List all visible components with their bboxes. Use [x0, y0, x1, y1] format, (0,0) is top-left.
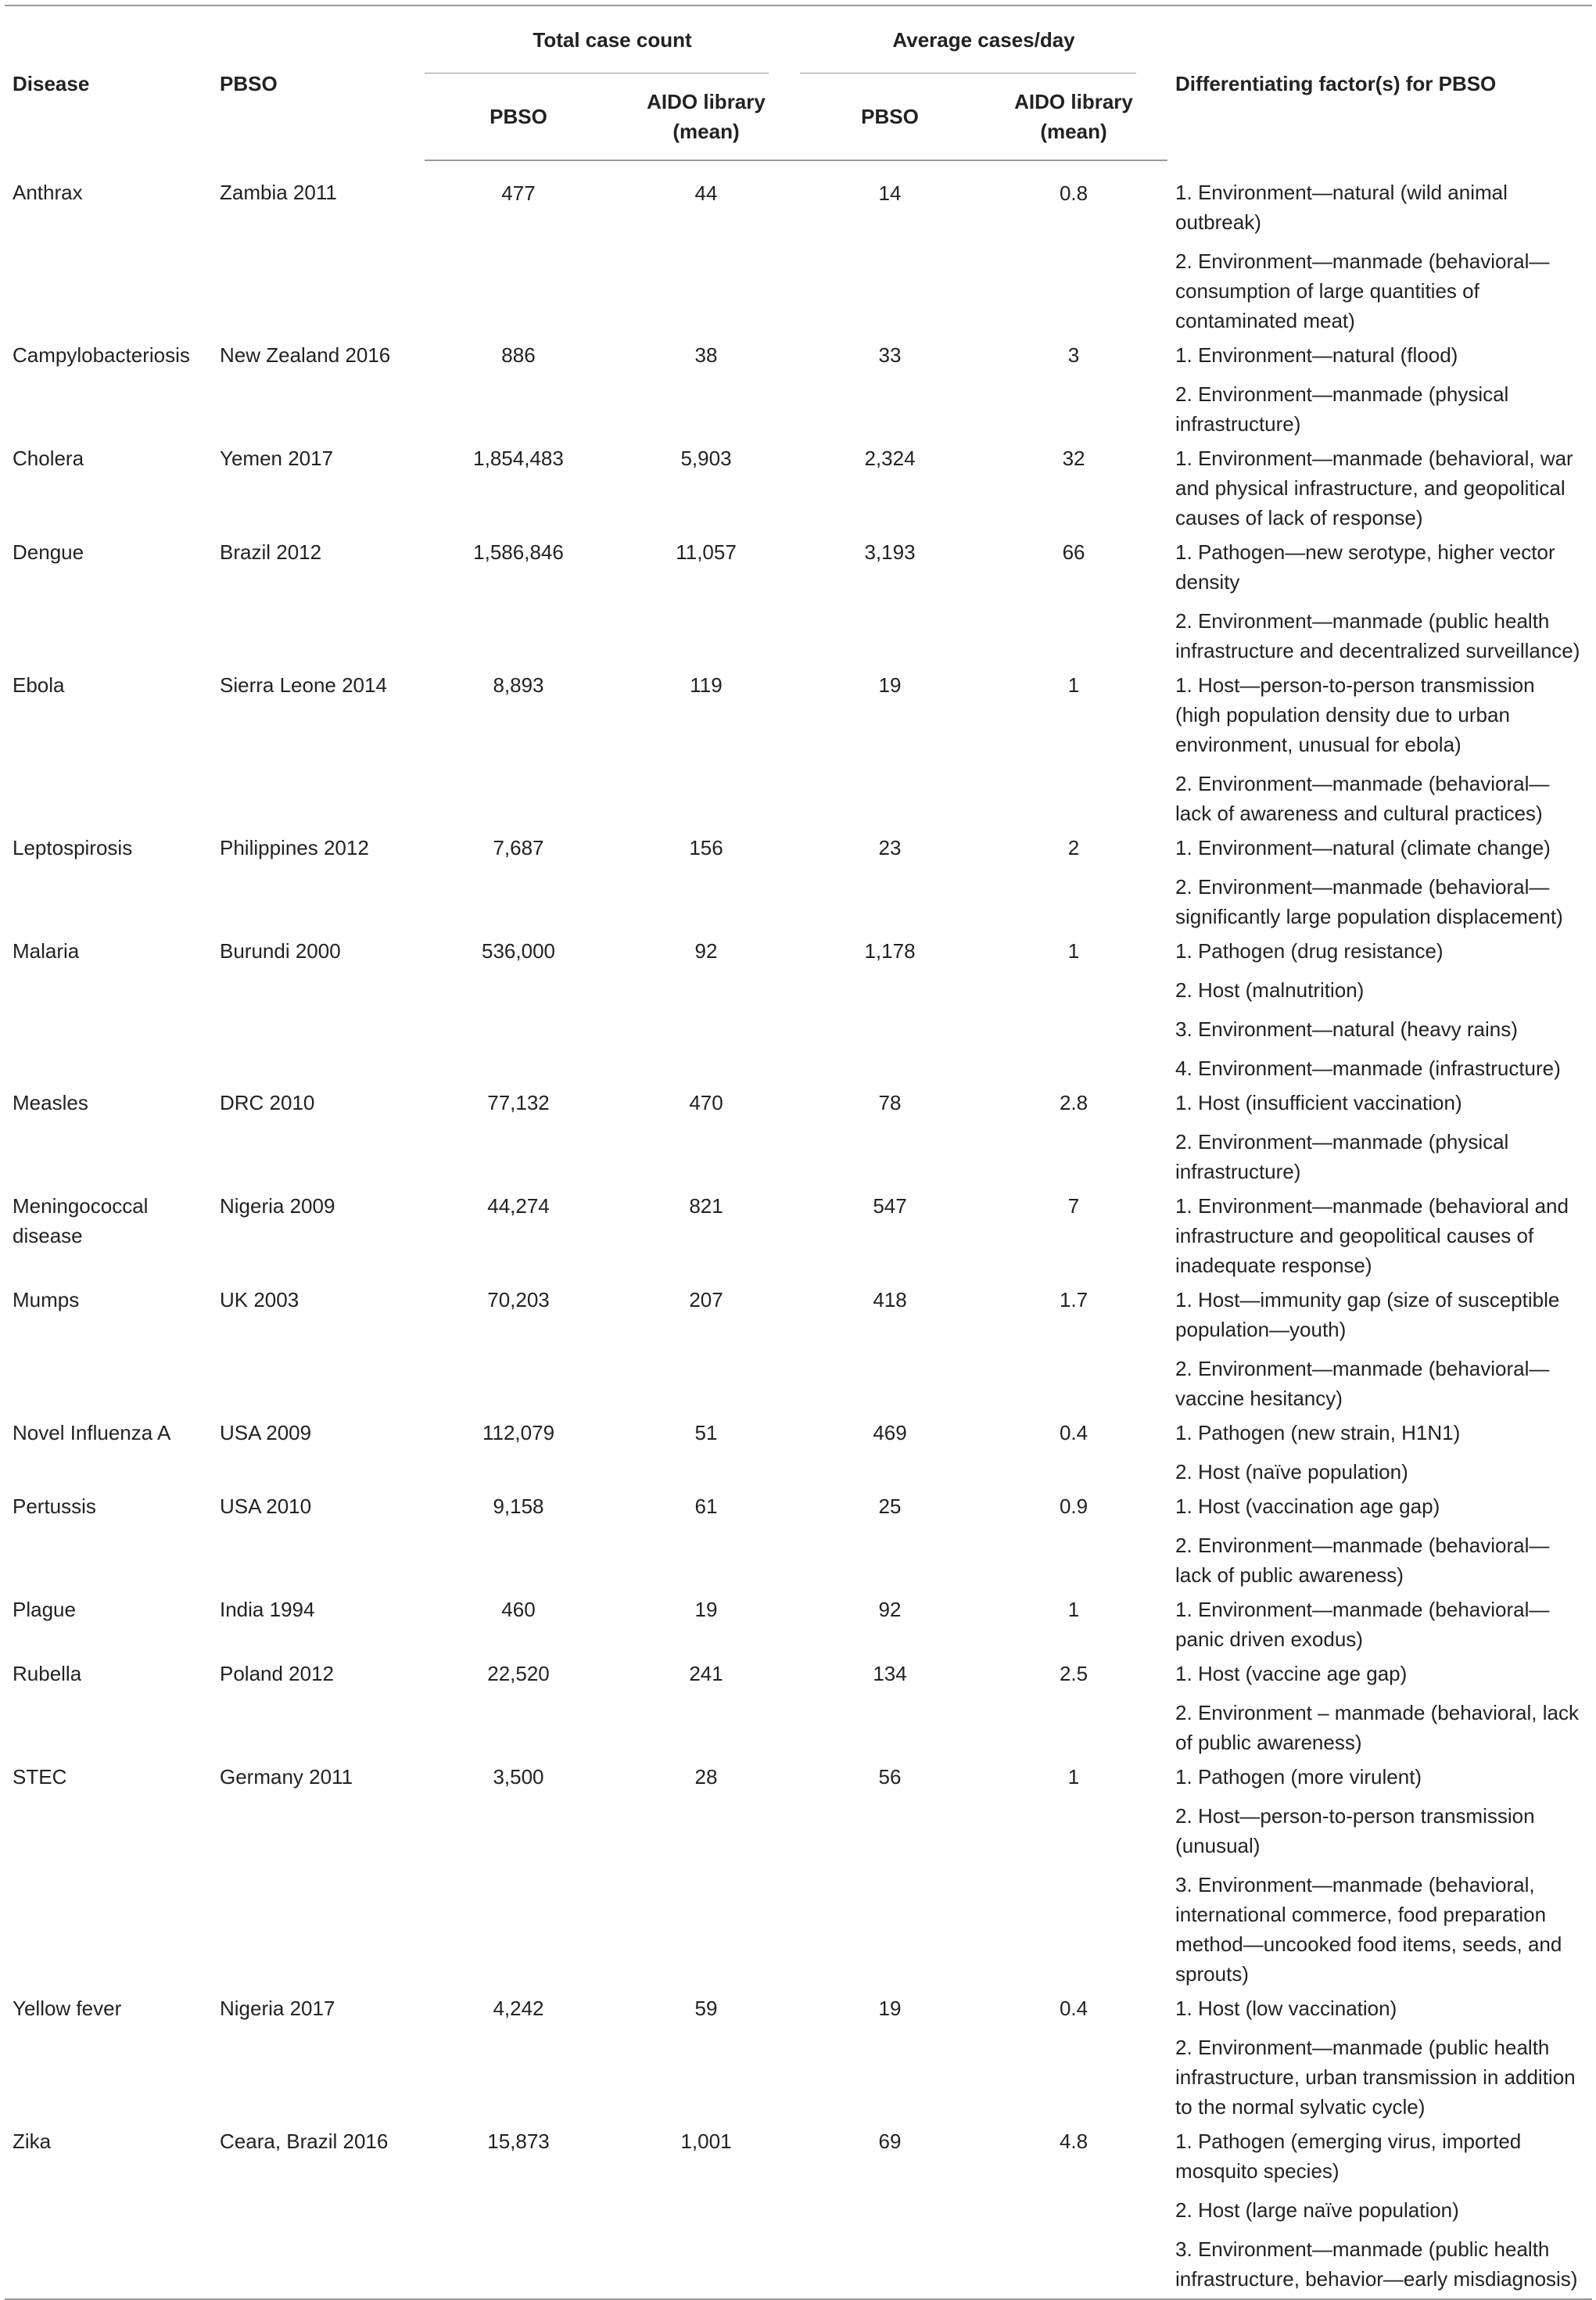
avg-pbso-cell: 33	[878, 343, 902, 367]
avg-aido-cell: 1	[1067, 939, 1080, 963]
header-differentiating-factors: Differentiating factor(s) for PBSO	[1175, 71, 1497, 95]
factor-item: 1. Host (low vaccination)	[1175, 1997, 1397, 2020]
avg-aido-cell: 32	[1062, 447, 1085, 470]
table-row	[5, 1491, 1592, 1595]
factor-item: 2. Environment—manmade (physical infrastructure)	[1175, 1130, 1509, 1183]
avg-pbso-cell: 1,178	[864, 939, 916, 963]
total-pbso-cell: 536,000	[482, 939, 555, 963]
factor-item: 1. Environment—natural (flood)	[1175, 343, 1458, 367]
total-aido-cell: 61	[694, 1494, 718, 1518]
total-aido-cell: 38	[694, 343, 718, 367]
avg-pbso-cell: 134	[873, 1662, 907, 1685]
total-aido-cell: 119	[690, 673, 723, 697]
factor-item: 1. Environment—manmade (behavioral, war and physical infrastructure, and geopolitical causes of lack of response)	[1175, 447, 1573, 529]
total-aido-cell: 207	[689, 1288, 723, 1311]
total-pbso-cell: 22,520	[487, 1662, 550, 1685]
disease-cell: Mumps	[13, 1288, 80, 1311]
factor-item: 1. Pathogen (more virulent)	[1175, 1765, 1422, 1789]
subheader-avg-aido: AIDO library (mean)	[980, 74, 1167, 160]
table-row	[5, 1993, 1592, 2126]
avg-aido-cell: 1	[1067, 673, 1080, 697]
avg-aido-cell: 4.8	[980, 2126, 1167, 2299]
factor-item: 2. Environment—manmade (behavioral—lack of public awareness)	[1175, 1534, 1550, 1587]
pbso-cell: Germany 2011	[220, 1765, 353, 1789]
pbso-cell: Sierra Leone 2014	[220, 673, 387, 697]
disease-cell: Pertussis	[13, 1494, 96, 1518]
factors-cell	[1167, 2126, 1592, 2299]
disease-cell: Rubella	[13, 1662, 82, 1685]
table-row	[5, 1659, 1592, 1762]
avg-aido-cell: 1.7	[1059, 1288, 1089, 1311]
disease-cell: Ebola	[13, 673, 65, 697]
factor-item: 1. Host (vaccination age gap)	[1175, 1494, 1440, 1518]
factor-item: 2. Environment—manmade (public health infrastructure, urban transmission in addition to the normal sylvatic cycle)	[1175, 2036, 1576, 2119]
total-aido-cell: 51	[694, 1421, 718, 1444]
table-row	[5, 833, 1592, 936]
factor-item: 2. Environment—manmade (behavioral—significantly large population displacement)	[1175, 875, 1563, 928]
total-pbso-cell: 7,687	[493, 836, 544, 859]
disease-cell: Dengue	[13, 540, 84, 564]
pbso-cell: India 1994	[220, 1598, 315, 1621]
factor-item: 2. Host (malnutrition)	[1175, 978, 1365, 1002]
factor-item: 3. Environment—manmade (public health infrastructure, behavior—early misdiagnosis)	[1175, 2237, 1578, 2291]
disease-cell: STEC	[13, 1765, 67, 1789]
avg-pbso-cell: 92	[878, 1598, 902, 1621]
factors-cell	[1167, 1088, 1592, 1191]
total-pbso-cell: 77,132	[487, 1091, 550, 1114]
table-body	[5, 160, 1592, 2299]
factor-item: 1. Pathogen (drug resistance)	[1175, 939, 1444, 963]
factor-item: 1. Host (vaccine age gap)	[1175, 1662, 1408, 1685]
header-disease: Disease	[13, 71, 90, 95]
disease-cell: Anthrax	[13, 181, 83, 204]
factor-item: 1. Host—immunity gap (size of susceptible population—youth)	[1175, 1288, 1560, 1341]
total-pbso-cell: 9,158	[493, 1494, 544, 1518]
disease-cell: Measles	[13, 1091, 88, 1114]
table-row	[5, 1285, 1592, 1418]
factors-cell	[1167, 537, 1592, 670]
avg-pbso-cell: 19	[878, 1997, 902, 2020]
total-pbso-cell: 477	[501, 181, 536, 205]
avg-aido-cell: 2	[1067, 836, 1080, 859]
pbso-cell: New Zealand 2016	[220, 343, 391, 367]
avg-pbso-cell: 547	[873, 1194, 907, 1218]
pbso-cell: Burundi 2000	[220, 939, 341, 963]
factor-item: 3. Environment—manmade (behavioral, international commerce, food preparation method—uncooked food items, seeds, and sprouts)	[1175, 1873, 1562, 1986]
table-row	[5, 340, 1592, 443]
factors-cell	[1167, 833, 1592, 936]
avg-aido-cell: 7	[1067, 1194, 1080, 1218]
avg-aido-cell: 0.4	[1059, 1421, 1089, 1444]
factor-item: 1. Host—person-to-person transmission (high population density due to urban environment, unusual for ebola)	[1175, 673, 1535, 756]
disease-cell: Zika	[5, 2126, 212, 2299]
factors-cell	[1167, 1191, 1592, 1285]
pbso-cell: Ceara, Brazil 2016	[212, 2126, 425, 2299]
total-aido-cell: 19	[694, 1598, 718, 1621]
avg-aido-cell: 0.9	[1059, 1494, 1089, 1518]
disease-cell: Meningococcal disease	[13, 1194, 149, 1247]
table-row	[5, 670, 1592, 833]
table-row	[5, 1191, 1592, 1285]
factor-item: 1. Pathogen (new strain, H1N1)	[1175, 1421, 1461, 1444]
avg-aido-cell: 0.8	[1059, 181, 1089, 205]
table-row	[5, 537, 1592, 670]
total-pbso-cell: 1,586,846	[473, 540, 564, 564]
avg-aido-cell: 1	[1067, 1598, 1080, 1621]
table-row	[5, 1088, 1592, 1191]
subheader-total-aido: AIDO library (mean)	[612, 74, 800, 160]
pbso-cell: Zambia 2011	[220, 181, 337, 204]
factors-cell	[1167, 1491, 1592, 1595]
avg-aido-cell: 3	[1067, 343, 1080, 367]
avg-aido-cell: 2.8	[1059, 1091, 1089, 1114]
total-pbso-cell: 112,079	[482, 1421, 555, 1444]
pbso-cell: Nigeria 2017	[220, 1997, 335, 2020]
factor-item: 2. Environment—manmade (behavioral—lack of awareness and cultural practices)	[1175, 772, 1550, 825]
total-aido-cell: 821	[689, 1194, 723, 1218]
pbso-cell: Yemen 2017	[220, 447, 334, 470]
total-pbso-cell: 4,242	[493, 1997, 544, 2020]
factor-item: 2. Host (large naïve population)	[1175, 2198, 1459, 2222]
total-aido-cell: 59	[694, 1997, 718, 2020]
pbso-cell: USA 2009	[220, 1421, 312, 1444]
avg-aido-cell: 0.4	[1059, 1997, 1089, 2020]
factor-item: 1. Host (insufficient vaccination)	[1175, 1091, 1462, 1114]
avg-pbso-cell: 2,324	[864, 447, 916, 470]
total-aido-cell: 1,001	[612, 2126, 800, 2299]
factors-cell	[1167, 670, 1592, 833]
factors-cell	[1167, 1418, 1592, 1491]
factors-cell	[1167, 340, 1592, 443]
total-aido-cell: 241	[689, 1662, 723, 1685]
total-aido-cell: 156	[689, 836, 723, 859]
factor-item: 1. Environment—natural (wild animal outbreak)	[1175, 181, 1508, 234]
factor-item: 2. Environment—manmade (behavioral—vaccine hesitancy)	[1175, 1357, 1550, 1410]
avg-aido-cell: 2.5	[1059, 1662, 1089, 1685]
total-pbso-cell: 44,274	[487, 1194, 550, 1218]
factor-item: 2. Environment—manmade (physical infrastructure)	[1175, 382, 1509, 436]
avg-pbso-cell: 418	[873, 1288, 907, 1311]
total-pbso-cell: 70,203	[487, 1288, 550, 1311]
total-pbso-cell: 886	[501, 343, 536, 367]
avg-pbso-cell: 14	[878, 181, 902, 205]
avg-pbso-cell: 25	[878, 1494, 902, 1518]
factor-item: 1. Environment—natural (climate change)	[1175, 836, 1551, 859]
table-row	[5, 1762, 1592, 1993]
avg-pbso-cell: 69	[800, 2126, 980, 2299]
factor-item: 2. Host (naïve population)	[1175, 1460, 1408, 1484]
table-row	[5, 1595, 1592, 1659]
table-row	[5, 2126, 1592, 2299]
total-aido-cell: 92	[694, 939, 718, 963]
factor-item: 2. Environment—manmade (behavioral—consumption of large quantities of contaminated meat)	[1175, 249, 1550, 332]
disease-cell: Yellow fever	[13, 1997, 122, 2020]
total-aido-cell: 470	[689, 1091, 723, 1114]
factor-item: 2. Environment – manmade (behavioral, lack of public awareness)	[1175, 1701, 1579, 1754]
factor-item: 1. Environment—manmade (behavioral—panic driven exodus)	[1175, 1598, 1550, 1651]
total-pbso-cell: 3,500	[493, 1765, 544, 1789]
header-pbso: PBSO	[220, 71, 278, 95]
total-aido-cell: 11,057	[676, 540, 737, 564]
factor-item: 2. Environment—manmade (public health infrastructure and decentralized surveillance)	[1175, 609, 1580, 662]
avg-pbso-cell: 3,193	[864, 540, 916, 564]
table-row	[5, 443, 1592, 537]
factors-cell	[1167, 1595, 1592, 1659]
disease-cell: Campylobacteriosis	[13, 343, 190, 367]
factor-item: 2. Host—person-to-person transmission (unusual)	[1175, 1804, 1535, 1857]
table-row	[5, 936, 1592, 1088]
factors-cell	[1167, 1659, 1592, 1762]
pbso-cell: Brazil 2012	[220, 540, 322, 564]
disease-cell: Leptospirosis	[13, 836, 133, 859]
factor-item: 1. Pathogen (emerging virus, imported mosquito species)	[1175, 2130, 1522, 2183]
pbso-cell: DRC 2010	[220, 1091, 315, 1114]
pbso-cell: USA 2010	[220, 1494, 312, 1518]
total-aido-cell: 28	[694, 1765, 718, 1789]
avg-pbso-cell: 23	[878, 836, 902, 859]
table-row	[5, 160, 1592, 340]
avg-pbso-cell: 56	[878, 1765, 902, 1789]
header-total-case-count: Total case count	[425, 5, 800, 74]
factors-cell	[1167, 160, 1592, 340]
total-pbso-cell: 15,873	[425, 2126, 612, 2299]
pbso-cell: Nigeria 2009	[220, 1194, 335, 1218]
factors-cell	[1167, 1762, 1592, 1993]
factor-item: 1. Pathogen—new serotype, higher vector density	[1175, 540, 1555, 594]
avg-pbso-cell: 78	[878, 1091, 902, 1114]
factors-cell	[1167, 443, 1592, 537]
avg-aido-cell: 1	[1067, 1765, 1080, 1789]
disease-cell: Novel Influenza A	[13, 1421, 171, 1444]
factors-cell	[1167, 936, 1592, 1088]
disease-cell: Cholera	[13, 447, 84, 470]
pbso-cell: Philippines 2012	[220, 836, 369, 859]
factor-item: 4. Environment—manmade (infrastructure)	[1175, 1057, 1561, 1080]
avg-aido-cell: 66	[1062, 540, 1085, 564]
subheader-total-pbso: PBSO	[425, 74, 612, 160]
disease-cell: Plague	[13, 1598, 76, 1621]
disease-cell: Malaria	[13, 939, 80, 963]
outbreak-comparison-table	[5, 5, 1592, 2300]
header-average-cases-day: Average cases/day	[800, 5, 1167, 74]
total-pbso-cell: 8,893	[493, 673, 544, 697]
total-pbso-cell: 1,854,483	[473, 447, 564, 470]
factor-item: 1. Environment—manmade (behavioral and infrastructure and geopolitical causes of inadequate response)	[1175, 1194, 1569, 1277]
total-aido-cell: 5,903	[680, 447, 732, 470]
factors-cell	[1167, 1285, 1592, 1418]
factor-item: 3. Environment—natural (heavy rains)	[1175, 1017, 1518, 1041]
total-pbso-cell: 460	[501, 1598, 536, 1621]
factors-cell	[1167, 1993, 1592, 2126]
total-aido-cell: 44	[694, 181, 718, 205]
subheader-avg-pbso: PBSO	[800, 74, 980, 160]
pbso-cell: Poland 2012	[220, 1662, 335, 1685]
avg-pbso-cell: 19	[878, 673, 902, 697]
table-row	[5, 1418, 1592, 1491]
avg-pbso-cell: 469	[873, 1421, 907, 1444]
pbso-cell: UK 2003	[220, 1288, 299, 1311]
